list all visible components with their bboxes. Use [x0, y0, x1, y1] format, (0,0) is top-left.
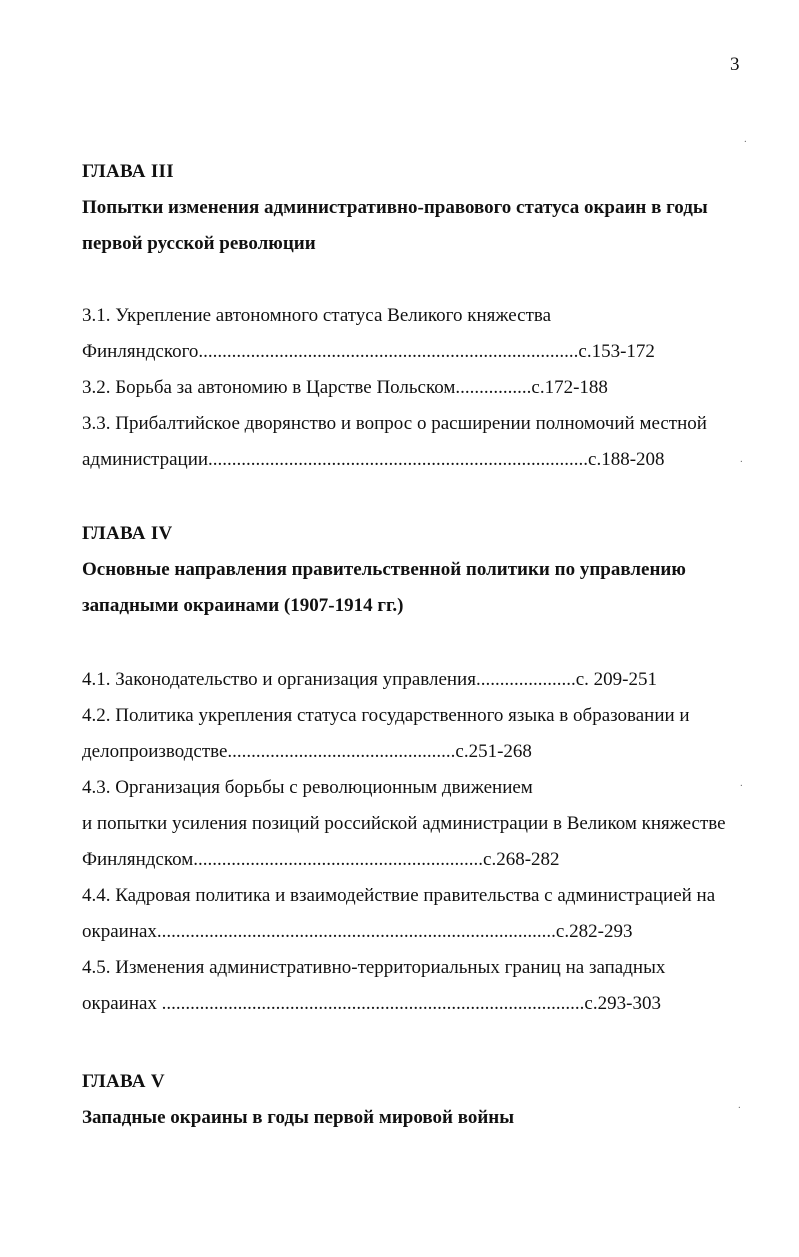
toc-entry-3-1-line-1: 3.1. Укрепление автономного статуса Великого княжества: [82, 305, 552, 326]
page-number: 3: [730, 54, 740, 75]
scan-speck: ∙: [740, 456, 743, 468]
chapter-4-title-line-2: западными окраинами (1907-1914 гг.): [82, 595, 404, 616]
toc-entry-4-4-line-2: окраинах....................................................................................с.282-293: [82, 921, 633, 942]
chapter-3-heading: ГЛАВА III: [82, 161, 174, 182]
toc-entry-4-5-line-1: 4.5. Изменения административно-территориальных границ на западных: [82, 957, 666, 978]
chapter-4-heading: ГЛАВА IV: [82, 523, 173, 544]
toc-entry-4-4-line-1: 4.4. Кадровая политика и взаимодействие правительства с администрацией на: [82, 885, 716, 906]
scan-speck: ∙: [744, 136, 747, 148]
scan-speck: ∙: [740, 780, 743, 792]
chapter-5-section: [82, 1064, 762, 1136]
chapter-3-title-line-1: Попытки изменения административно-правового статуса окраин в годы: [82, 197, 708, 218]
chapter-5-heading: ГЛАВА V: [82, 1071, 165, 1092]
toc-entry-4-1: 4.1. Законодательство и организация управления.....................с. 209-251: [82, 669, 657, 690]
chapter-4-section: [82, 516, 762, 624]
toc-entry-4-3-line-3: Финляндском.............................................................с.268-282: [82, 849, 560, 870]
chapter-3-title-line-2: первой русской революции: [82, 233, 316, 254]
toc-entry-3-2: 3.2. Борьба за автономию в Царстве Польском................с.172-188: [82, 377, 608, 398]
toc-entry-3-3-line-1: 3.3. Прибалтийское дворянство и вопрос о расширении полномочий местной: [82, 413, 707, 434]
toc-entry-4-5-line-2: окраинах .........................................................................................с.293-303: [82, 993, 661, 1014]
scan-speck: ∙: [738, 1102, 741, 1114]
chapter-3-toc: [82, 298, 762, 478]
chapter-4-toc: [82, 662, 762, 1022]
toc-entry-3-1-line-2: Финляндского................................................................................с.153-172: [82, 341, 655, 362]
toc-entry-4-2-line-1: 4.2. Политика укрепления статуса государственного языка в образовании и: [82, 705, 690, 726]
toc-entry-3-3-line-2: администрации................................................................................с.188-208: [82, 449, 665, 470]
toc-entry-4-3-line-1: 4.3. Организация борьбы с революционным движением: [82, 777, 533, 798]
toc-entry-4-2-line-2: делопроизводстве................................................с.251-268: [82, 741, 532, 762]
chapter-4-title-line-1: Основные направления правительственной политики по управлению: [82, 559, 686, 580]
chapter-5-title-line-1: Западные окраины в годы первой мировой войны: [82, 1107, 515, 1128]
chapter-3-section: [82, 154, 762, 262]
toc-entry-4-3-line-2: и попытки усиления позиций российской администрации в Великом княжестве: [82, 813, 726, 834]
